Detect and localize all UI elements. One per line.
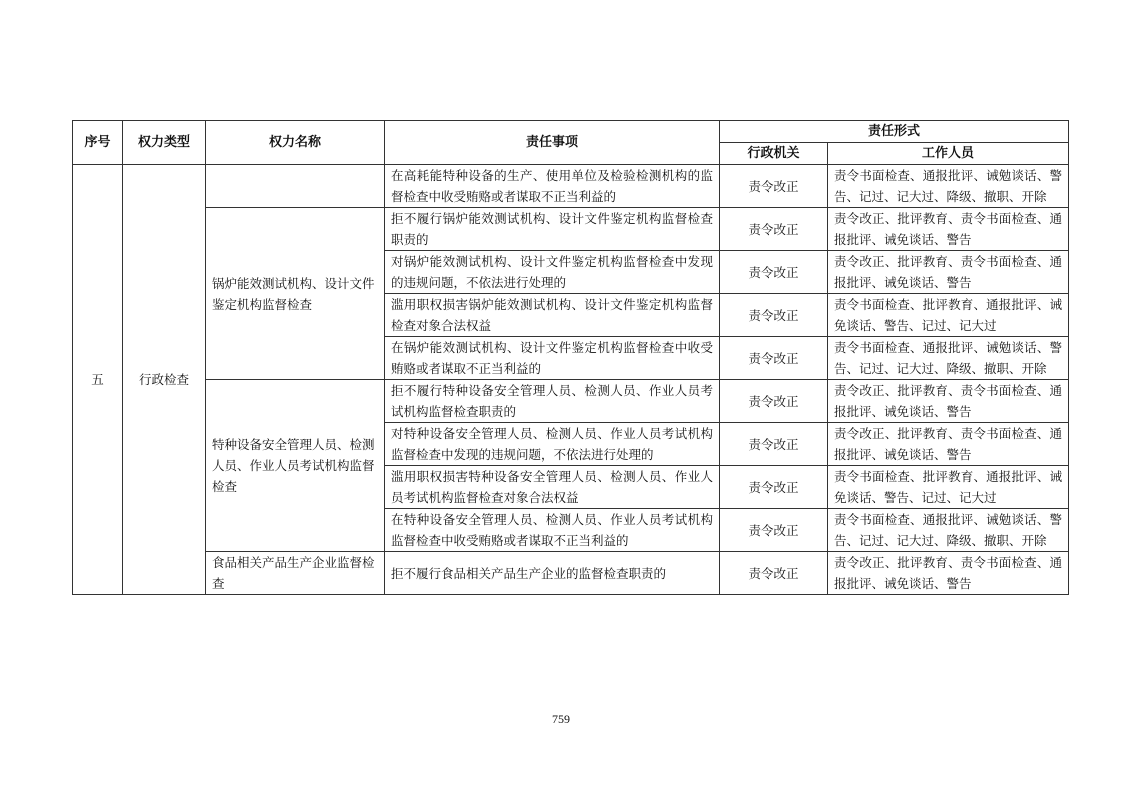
- table-row: [73, 552, 1069, 595]
- header-staff: 工作人员: [828, 143, 1069, 165]
- staff-cell: 责令书面检查、通报批评、诫勉谈话、警告、记过、记大过、降级、撤职、开除: [828, 165, 1069, 208]
- org-cell: 责令改正: [720, 251, 828, 294]
- matter-cell: 在高耗能特种设备的生产、使用单位及检验检测机构的监督检查中收受贿赂或者谋取不正当利益的: [385, 165, 720, 208]
- table-row: [73, 165, 1069, 208]
- staff-cell: 责令改正、批评教育、责令书面检查、通报批评、诫免谈话、警告: [828, 380, 1069, 423]
- page-number: 759: [552, 712, 570, 726]
- staff-cell: 责令改正、批评教育、责令书面检查、通报批评、诫免谈话、警告: [828, 423, 1069, 466]
- power-name-cell: 食品相关产品生产企业监督检查: [206, 552, 385, 595]
- org-cell: 责令改正: [720, 552, 828, 595]
- header-matter: 责任事项: [385, 121, 720, 165]
- staff-cell: 责令改正、批评教育、责令书面检查、通报批评、诫免谈话、警告: [828, 552, 1069, 595]
- staff-cell: 责令书面检查、批评教育、通报批评、诫免谈话、警告、记过、记大过: [828, 466, 1069, 509]
- power-type-cell: 行政检查: [123, 165, 206, 595]
- matter-cell: 对锅炉能效测试机构、设计文件鉴定机构监督检查中发现的违规问题，不依法进行处理的: [385, 251, 720, 294]
- org-cell: 责令改正: [720, 165, 828, 208]
- org-cell: 责令改正: [720, 509, 828, 552]
- staff-cell: 责令书面检查、通报批评、诫勉谈话、警告、记过、记大过、降级、撤职、开除: [828, 509, 1069, 552]
- header-responsibility-form: 责任形式: [720, 121, 1069, 143]
- header-seq: 序号: [73, 121, 123, 165]
- staff-cell: 责令书面检查、通报批评、诫勉谈话、警告、记过、记大过、降级、撤职、开除: [828, 337, 1069, 380]
- power-name-cell: 特种设备安全管理人员、检测人员、作业人员考试机构监督检查: [206, 380, 385, 552]
- power-name-cell: [206, 165, 385, 208]
- org-cell: 责令改正: [720, 380, 828, 423]
- header-power-type: 权力类型: [123, 121, 206, 165]
- staff-cell: 责令改正、批评教育、责令书面检查、通报批评、诫免谈话、警告: [828, 208, 1069, 251]
- table-row: [73, 208, 1069, 251]
- header-admin-org: 行政机关: [720, 143, 828, 165]
- matter-cell: 滥用职权损害锅炉能效测试机构、设计文件鉴定机构监督检查对象合法权益: [385, 294, 720, 337]
- staff-cell: 责令书面检查、批评教育、通报批评、诫免谈话、警告、记过、记大过: [828, 294, 1069, 337]
- matter-cell: 拒不履行特种设备安全管理人员、检测人员、作业人员考试机构监督检查职责的: [385, 380, 720, 423]
- org-cell: 责令改正: [720, 423, 828, 466]
- table-row: [73, 380, 1069, 423]
- org-cell: 责令改正: [720, 337, 828, 380]
- matter-cell: 在锅炉能效测试机构、设计文件鉴定机构监督检查中收受贿赂或者谋取不正当利益的: [385, 337, 720, 380]
- matter-cell: 对特种设备安全管理人员、检测人员、作业人员考试机构监督检查中发现的违规问题，不依法进行处理的: [385, 423, 720, 466]
- staff-cell: 责令改正、批评教育、责令书面检查、通报批评、诫免谈话、警告: [828, 251, 1069, 294]
- matter-cell: 拒不履行食品相关产品生产企业的监督检查职责的: [385, 552, 720, 595]
- matter-cell: 在特种设备安全管理人员、检测人员、作业人员考试机构监督检查中收受贿赂或者谋取不正当利益的: [385, 509, 720, 552]
- org-cell: 责令改正: [720, 294, 828, 337]
- matter-cell: 滥用职权损害特种设备安全管理人员、检测人员、作业人员考试机构监督检查对象合法权益: [385, 466, 720, 509]
- power-name-cell: 锅炉能效测试机构、设计文件鉴定机构监督检查: [206, 208, 385, 380]
- header-row-1: [73, 121, 1069, 143]
- header-power-name: 权力名称: [206, 121, 385, 165]
- org-cell: 责令改正: [720, 466, 828, 509]
- matter-cell: 拒不履行锅炉能效测试机构、设计文件鉴定机构监督检查职责的: [385, 208, 720, 251]
- responsibility-table: [72, 120, 1069, 595]
- org-cell: 责令改正: [720, 208, 828, 251]
- seq-cell: 五: [73, 165, 123, 595]
